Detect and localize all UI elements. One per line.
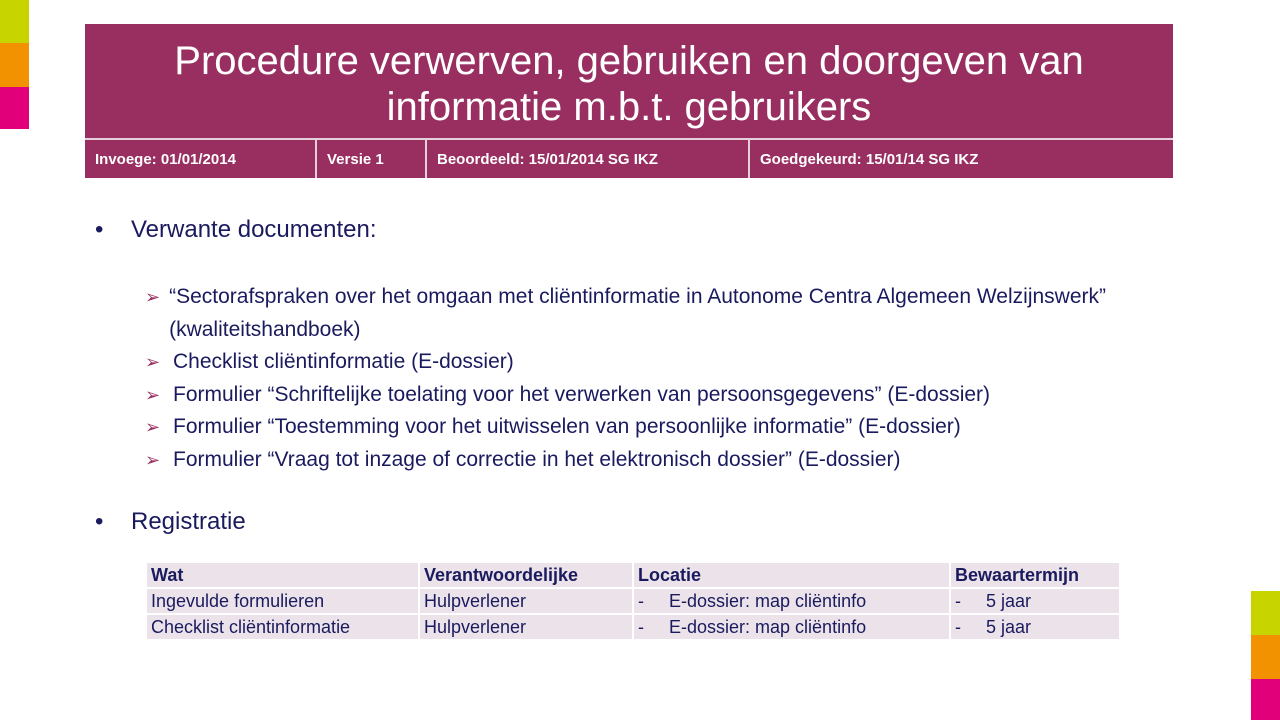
meta-insert-date: Invoege: 01/01/2014 [85,140,317,178]
bullet-registration [95,508,246,536]
registration-table [145,561,1121,641]
documents-list [145,281,1145,476]
cell: Hulpverlener [419,614,633,640]
cell: Ingevulde formulieren [146,588,419,614]
cell: - E-dossier: map cliëntinfo [633,614,950,640]
table-row [146,614,1120,640]
decor-orange-right [1251,635,1280,679]
slide-title: Procedure verwerven, gebruiken en doorgeven van informatie m.b.t. gebruikers [85,24,1173,140]
col-header: Verantwoordelijke [419,562,633,588]
cell: - E-dossier: map cliëntinfo [633,588,950,614]
list-item [145,444,1145,477]
cell: Hulpverlener [419,588,633,614]
document-label: Formulier “Schriftelijke toelating voor het verwerken van persoonsgegevens” (E-dossier) [173,382,991,406]
bullet-icon: • [95,216,104,243]
arrow-bullet-icon: ➢ [145,384,161,405]
heading-related: Verwante documenten: [131,216,377,243]
meta-row [85,140,1173,178]
document-label: “Sectorafspraken over het omgaan met cliëntinformatie in Autonome Centra Algemeen Welzijnswerk” (kwaliteitshandboek) [169,285,1106,341]
col-header: Locatie [633,562,950,588]
arrow-bullet-icon: ➢ [145,287,161,307]
meta-approved: Goedgekeurd: 15/01/14 SG IKZ [760,151,979,168]
arrow-bullet-icon: ➢ [145,417,161,437]
col-header: Wat [146,562,419,588]
document-label: Formulier “Toestemming voor het uitwisselen van persoonlijke informatie” (E-dossier) [173,415,961,438]
arrow-bullet-icon: ➢ [145,449,161,470]
bullet-icon: • [95,508,104,535]
decor-magenta [0,87,29,129]
list-item [145,346,1145,379]
cell: - 5 jaar [950,614,1120,640]
decor-orange [0,43,29,87]
table-row [146,588,1120,614]
cell: Checklist cliëntinformatie [146,614,419,640]
cell: - 5 jaar [950,588,1120,614]
heading-registration: Registratie [131,508,246,535]
document-label: Checklist cliëntinformatie (E-dossier) [173,350,514,373]
meta-version: Versie 1 [317,140,427,178]
document-label: Formulier “Vraag tot inzage of correctie in het elektronisch dossier” (E-dossier) [173,447,901,471]
decor-lime-right [1251,591,1280,635]
list-item [145,411,1145,444]
list-item [145,281,1145,346]
col-header: Bewaartermijn [950,562,1120,588]
bullet-related-docs [95,216,377,244]
decor-lime [0,0,29,43]
list-item [145,379,1145,412]
table-header-row [146,562,1120,588]
arrow-bullet-icon: ➢ [145,352,161,372]
meta-reviewed: Beoordeeld: 15/01/2014 SG IKZ [427,140,750,178]
decor-magenta-right [1251,679,1280,720]
slide-header [85,24,1173,178]
